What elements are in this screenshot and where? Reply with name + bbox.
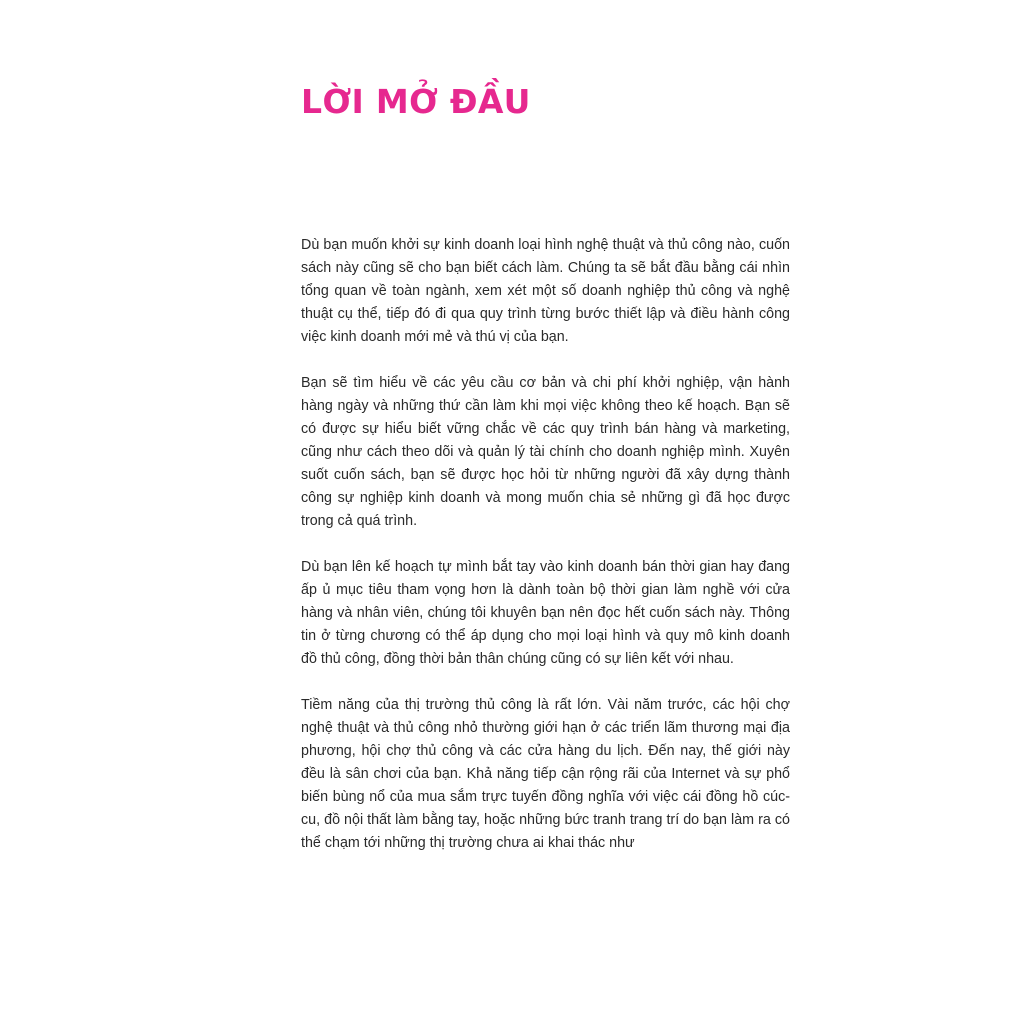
paragraph-3: Dù bạn lên kế hoạch tự mình bắt tay vào kinh doanh bán thời gian hay đang ấp ủ mục tiêu tham vọng hơn là dành toàn bộ thời gian làm nghề với cửa hàng và nhân viên, chúng tôi khuyên bạn nên đọc hết cuốn sách này. Thông tin ở từng chương có thể áp dụng cho mọi loại hình và quy mô kinh doanh đồ thủ công, đồng thời bản thân chúng cũng có sự liên kết với nhau. — [301, 559, 790, 667]
body-text — [301, 234, 790, 855]
paragraph-1: Dù bạn muốn khởi sự kinh doanh loại hình nghệ thuật và thủ công nào, cuốn sách này cũng sẽ cho bạn biết cách làm. Chúng ta sẽ bắt đầu bằng cái nhìn tổng quan về toàn ngành, xem xét một số doanh nghiệp thủ công và nghệ thuật cụ thể, tiếp đó đi qua quy trình từng bước thiết lập và điều hành công việc kinh doanh mới mẻ và thú vị của bạn. — [301, 237, 790, 345]
paragraph-2: Bạn sẽ tìm hiểu về các yêu cầu cơ bản và chi phí khởi nghiệp, vận hành hàng ngày và những thứ cần làm khi mọi việc không theo kế hoạch. Bạn sẽ có được sự hiểu biết vững chắc về các quy trình bán hàng và marketing, cũng như cách theo dõi và quản lý tài chính cho doanh nghiệp mình. Xuyên suốt cuốn sách, bạn sẽ được học hỏi từ những người đã xây dựng thành công sự nghiệp kinh doanh và mong muốn chia sẻ những gì đã học được trong cả quá trình. — [301, 375, 790, 529]
page-title: LỜI MỞ ĐẦU — [301, 82, 531, 121]
paragraph-4: Tiềm năng của thị trường thủ công là rất lớn. Vài năm trước, các hội chợ nghệ thuật và thủ công nhỏ thường giới hạn ở các triển lãm thương mại địa phương, hội chợ thủ công và các cửa hàng du lịch. Đến nay, thế giới này đều là sân chơi của bạn. Khả năng tiếp cận rộng rãi của Internet và sự phổ biến bùng nổ của mua sắm trực tuyến đồng nghĩa với việc cái đồng hồ cúc-cu, đồ nội thất làm bằng tay, hoặc những bức tranh trang trí do bạn làm ra có thể chạm tới những thị trường chưa ai khai thác như — [301, 697, 790, 851]
